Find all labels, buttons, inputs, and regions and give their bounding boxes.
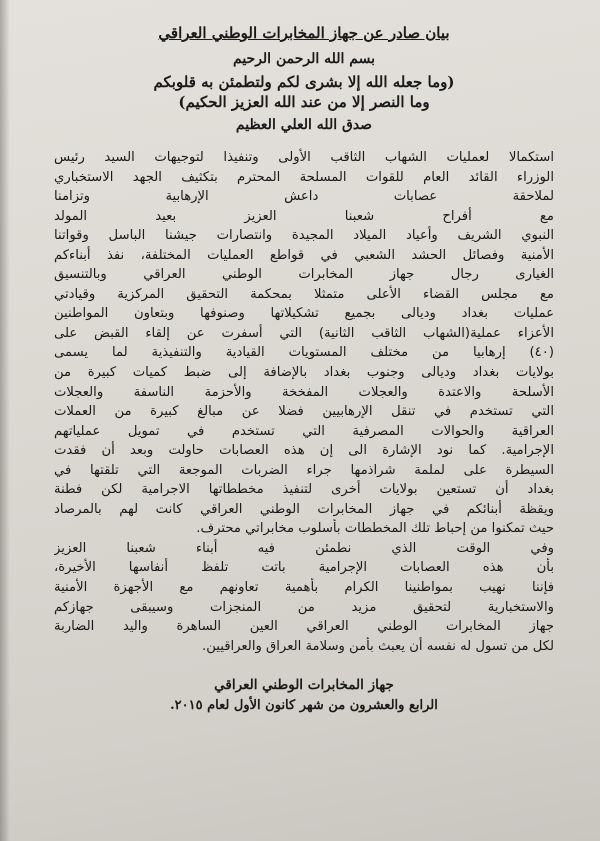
body-line: النبوي الشريف وأعياد الميلاد المجيدة وانتصارات جيشنا الباسل وقواتنا xyxy=(54,228,554,244)
body-line: فإننا نهيب بمواطنينا الكرام بأهمية تعاونهم مع الأجهزة الأمنية xyxy=(54,580,554,596)
body-line: الإجرامية. كما نود الإشارة الى إن هذه العصابات حاولت وبعد أن فقدت xyxy=(54,443,554,459)
body-line: لكل من تسول له نفسه أن يعبث بأمن وسلامة العراق والعراقيين. xyxy=(202,638,554,654)
signature-organization: جهاز المخابرات الوطني العراقي xyxy=(214,677,394,694)
body-line: حيث تمكنوا من إحباط تلك المخططات بأسلوب مخابراتي محترف. xyxy=(196,521,554,537)
body-line: التي تستخدم في تنقل الإرهابيين فضلا عن مبالغ كبيرة من العملات xyxy=(54,404,554,420)
quran-verse-line-1: (وما جعله الله إلا بشرى لكم ولتطمئن به قلوبكم xyxy=(153,73,455,91)
body-line: الوزراء القائد العام للقوات المسلحة المحترم بتكثيف الجهد الاستخباري xyxy=(54,169,554,185)
basmala: بسم الله الرحمن الرحيم xyxy=(233,51,375,67)
body-line: لملاحقة عصابات داعش الإرهابية وتزامنا xyxy=(54,189,554,205)
body-line: والاستخبارية لتحقيق مزيد من المنجزات وسيبقى جهازكم xyxy=(54,599,554,615)
body-line: بأن هذه العصابات الإجرامية باتت تلفظ أنفاسها الأخيرة، xyxy=(54,560,554,576)
body-line: الأمنية وفصائل الحشد الشعبي في قواطع العمليات المختلفة، نفذ أبناءكم xyxy=(54,247,554,263)
body-line: وفي الوقت الذي نطمئن فيه أبناء شعبنا العزيز xyxy=(54,540,554,556)
quran-verse-line-2: وما النصر إلا من عند الله العزيز الحكيم) xyxy=(178,93,430,111)
signature-date: الرابع والعشرون من شهر كانون الأول لعام ٢٠١٥. xyxy=(170,698,438,714)
body-line: عمليات بغداد وديالى بجميع تشكيلاتها وصنوفها وبتعاون المواطنين xyxy=(54,306,554,322)
body-line: استكمالا لعمليات الشهاب الثاقب الأولى وتنفيذا لتوجيهات السيد رئيس xyxy=(54,150,554,165)
statement-content xyxy=(54,22,554,716)
body-line: ويقظة أبنائكم في جهاز المخابرات الوطني العراقي كانت لهم بالمرصاد xyxy=(54,501,554,517)
statement-body xyxy=(54,148,554,656)
body-line: الأعزاء عملية(الشهاب الثاقب الثانية) التي أسفرت عن إلقاء القبض على xyxy=(54,325,554,341)
body-line: السيطرة على لملمة شراذمها جراء الضربات الموجعة التي تلقتها في xyxy=(54,462,554,478)
body-line: جهاز المخابرات الوطني العراقي العين الساهرة واليد الضاربة xyxy=(54,619,554,635)
statement-title: بيان صادر عن جهاز المخابرات الوطني العراقي xyxy=(158,24,450,42)
body-line: بولايات بغداد وديالى وجنوب بغداد بالإضافة إلى ضبط كميات كبيرة من xyxy=(54,365,554,381)
body-line: (٤٠) إرهابيا من مختلف المستويات القيادية والتنفيذية لما يسمى xyxy=(54,345,554,361)
body-line: الأسلحة والاعتدة والعجلات المفخخة والأحزمة الناسفة والعجلات xyxy=(54,384,554,400)
page-shadow xyxy=(0,0,10,841)
sadaq-allah: صدق الله العلي العظيم xyxy=(235,117,373,133)
body-line: مع مجلس القضاء الأعلى متمثلا بمحكمة التحقيق المركزية وقيادتي xyxy=(54,286,554,302)
body-line: العراقية والحوالات المصرفية التي تستخدم في تمويل عملياتهم xyxy=(54,423,554,439)
body-line: مع أفراح شعبنا العزيز بعيد المولد xyxy=(54,208,554,224)
body-line: بغداد أن تستعين بولايات أخرى لتنفيذ مخططاتها الاجرامية لكن فطنة xyxy=(54,482,554,498)
body-line: الغيارى رجال جهاز المخابرات الوطني العراقي وبالتنسيق xyxy=(54,267,554,283)
